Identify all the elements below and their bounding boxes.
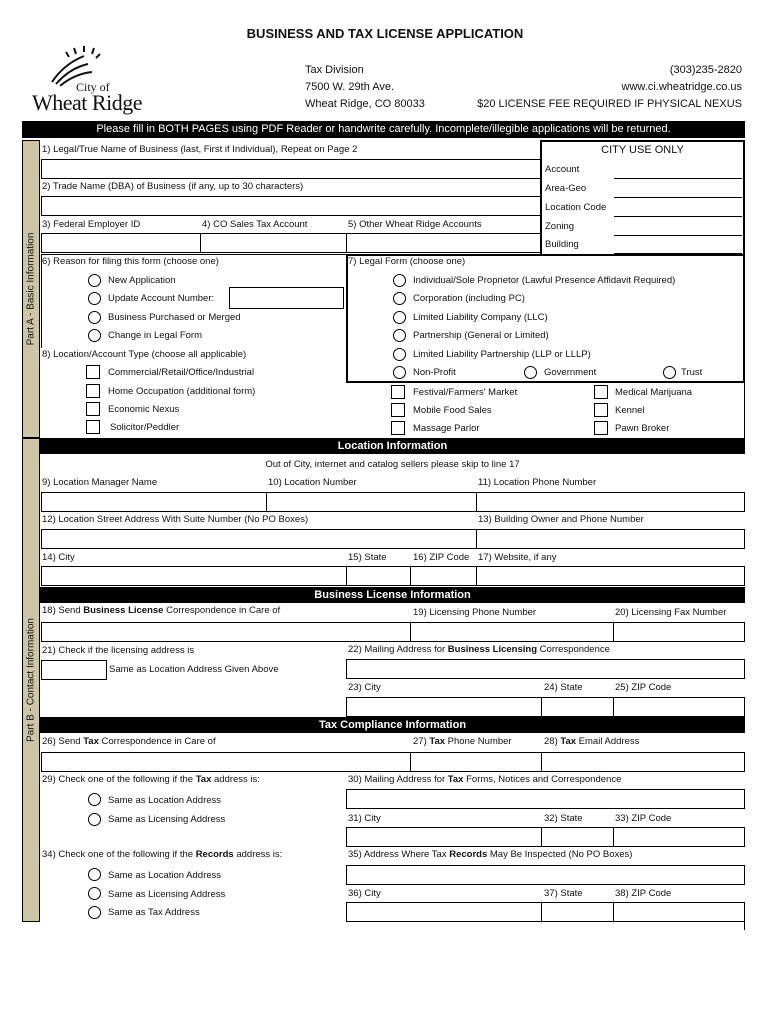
field-3-input[interactable] [41,233,201,253]
legal-corp-label: Corporation (including PC) [413,293,525,304]
field-13-label: 13) Building Owner and Phone Number [478,514,644,525]
field-14-input[interactable] [41,566,347,586]
records-same-location-radio[interactable] [88,868,101,881]
records-same-tax-radio[interactable] [88,906,101,919]
field-32-input[interactable] [541,827,614,847]
legal-trust-radio[interactable] [663,366,676,379]
type-marijuana-label: Medical Marijuana [615,387,693,398]
website-link[interactable]: www.ci.wheatridge.co.us [621,81,742,93]
type-nexus-label: Economic Nexus [108,404,180,415]
field-9-label: 9) Location Manager Name [42,477,158,488]
tax-header: Tax Compliance Information [40,717,745,733]
field-10-label: 10) Location Number [268,477,357,488]
type-nexus-checkbox[interactable] [86,402,100,416]
field-23-label: 23) City [348,682,381,693]
type-solicitor-label: Solicitor/Peddler [110,422,180,433]
field-28-label: 28) Tax Email Address [544,736,640,747]
contact-info [477,62,742,113]
legal-partnership-radio[interactable] [393,329,406,342]
type-pawn-checkbox[interactable] [594,421,608,435]
field-1-input[interactable] [41,159,542,179]
type-festival-label: Festival/Farmers' Market [413,387,518,398]
field-37-label: 37) State [544,888,583,899]
field-24-label: 24) State [544,682,583,693]
field-12-label: 12) Location Street Address With Suite Number (No PO Boxes) [42,514,309,525]
type-commercial-checkbox[interactable] [86,365,100,379]
form-title: BUSINESS AND TAX LICENSE APPLICATION [246,26,524,41]
tax-same-location-label: Same as Location Address [108,795,222,806]
city-use-area-geo: Area-Geo [545,183,587,194]
field-6-label: 6) Reason for filing this form (choose one) [42,256,219,267]
type-kennel-checkbox[interactable] [594,403,608,417]
reason-change-radio[interactable] [88,329,101,342]
field-37-input[interactable] [541,902,614,922]
field-8-label: 8) Location/Account Type (choose all applicable) [42,349,247,360]
field-19-input[interactable] [410,622,614,642]
reason-purchased-label: Business Purchased or Merged [108,312,241,323]
legal-llc-radio[interactable] [393,311,406,324]
side-label-part-b [22,438,40,922]
field-13-input[interactable] [476,529,745,549]
field-21-label: 21) Check if the licensing address is [42,645,195,656]
field-22-label: 22) Mailing Address for Business Licensing Correspondence [348,644,610,655]
field-11-input[interactable] [476,492,745,512]
field-29-label: 29) Check one of the following if the Tax address is: [42,774,260,785]
field-7-label: 7) Legal Form (choose one) [348,256,466,267]
type-home-checkbox[interactable] [86,384,100,398]
records-same-location-label: Same as Location Address [108,870,222,881]
type-pawn-label: Pawn Broker [615,423,670,434]
type-commercial-label: Commercial/Retail/Office/Industrial [108,367,255,378]
field-2-label: 2) Trade Name (DBA) of Business (if any, up to 30 characters) [42,181,304,192]
city-use-title: CITY USE ONLY [601,144,684,156]
legal-sole-label: Individual/Sole Proprietor (Lawful Presence Affidavit Required) [413,275,676,286]
field-25-input[interactable] [613,697,745,717]
tax-same-location-radio[interactable] [88,793,101,806]
field-4-input[interactable] [200,233,347,253]
type-massage-label: Massage Parlor [413,423,480,434]
records-same-tax-label: Same as Tax Address [108,907,200,918]
location-header: Location Information [40,438,745,454]
field-20-label: 20) Licensing Fax Number [615,607,727,618]
field-18-input[interactable] [41,622,411,642]
field-23-input[interactable] [346,697,542,717]
legal-trust-label: Trust [681,367,703,378]
reason-purchased-radio[interactable] [88,311,101,324]
field-34-label: 34) Check one of the following if the Records address is: [42,849,283,860]
legal-llp-radio[interactable] [393,348,406,361]
city-use-zoning: Zoning [545,221,575,232]
legal-llc-label: Limited Liability Company (LLC) [413,312,548,323]
side-label-part-a [22,140,40,438]
field-2-input[interactable] [41,196,542,216]
reason-update-label: Update Account Number: [108,293,215,304]
reason-new-radio[interactable] [88,274,101,287]
field-11-label: 11) Location Phone Number [478,477,597,488]
legal-nonprofit-label: Non-Profit [413,367,456,378]
field-15-input[interactable] [346,566,411,586]
legal-corp-radio[interactable] [393,292,406,305]
field-10-input[interactable] [266,492,477,512]
legal-llp-label: Limited Liability Partnership (LLP or LLLP) [413,349,591,360]
field-14-label: 14) City [42,552,75,563]
type-mobile-food-label: Mobile Food Sales [413,405,492,416]
field-17-label: 17) Website, if any [478,552,557,563]
field-12-input[interactable] [41,529,477,549]
reason-change-label: Change in Legal Form [108,330,202,341]
city-logo [30,46,205,116]
city-use-box [540,140,745,272]
tax-same-licensing-label: Same as Licensing Address [108,814,226,825]
legal-government-radio[interactable] [524,366,537,379]
reason-update-radio[interactable] [88,292,101,305]
field-5-input[interactable] [346,233,542,253]
type-kennel-label: Kennel [615,405,645,416]
field-36-label: 36) City [348,888,381,899]
field-32-label: 32) State [544,813,583,824]
type-massage-checkbox[interactable] [391,421,405,435]
street-label: 7500 W. 29th Ave. [305,81,395,93]
legal-nonprofit-radio[interactable] [393,366,406,379]
business-license-header: Business License Information [40,587,745,603]
field-26-input[interactable] [41,752,411,772]
field-28-input[interactable] [541,752,745,772]
field-4-label: 4) CO Sales Tax Account [202,219,308,230]
field-33-input[interactable] [613,827,745,847]
field-26-label: 26) Send Tax Correspondence in Care of [42,736,216,747]
field-38-input[interactable] [613,902,745,922]
field-38-label: 38) ZIP Code [615,888,672,899]
field-16-label: 16) ZIP Code [413,552,470,563]
field-31-label: 31) City [348,813,381,824]
field-20-input[interactable] [613,622,745,642]
field-35-label: 35) Address Where Tax Records May Be Inspected (No PO Boxes) [348,849,633,860]
field-24-input[interactable] [541,697,614,717]
field-27-label: 27) Tax Phone Number [413,736,512,747]
field-35-input[interactable] [346,865,745,885]
logo-line2: Wheat Ridge [32,90,142,115]
instructions-bar: Please fill in BOTH PAGES using PDF Reader or handwrite carefully. Incomplete/illegible applications will be returned. [22,121,745,138]
type-home-label: Home Occupation (additional form) [108,386,256,397]
field-16-input[interactable] [410,566,477,586]
field-22-input[interactable] [346,659,745,679]
field-5-label: 5) Other Wheat Ridge Accounts [348,219,482,230]
city-use-location-code: Location Code [545,202,607,213]
part-a-label: Part A - Basic Information [25,232,37,346]
field-3-label: 3) Federal Employer ID [42,219,141,230]
type-marijuana-checkbox[interactable] [594,385,608,399]
field-36-input[interactable] [346,902,542,922]
city-use-building: Building [545,239,579,250]
field-30-label: 30) Mailing Address for Tax Forms, Notices and Correspondence [348,774,622,785]
reason-new-label: New Application [108,275,176,286]
field-33-label: 33) ZIP Code [615,813,672,824]
tax-division-address [305,62,425,113]
logo-line1: City of [76,80,110,94]
field-19-label: 19) Licensing Phone Number [413,607,537,618]
field-15-label: 15) State [348,552,387,563]
update-account-number-input[interactable] [229,287,344,309]
city-use-account: Account [545,164,580,175]
field-31-input[interactable] [346,827,542,847]
fee-notice: $20 LICENSE FEE REQUIRED IF PHYSICAL NEXUS [477,98,742,110]
field-25-label: 25) ZIP Code [615,682,672,693]
legal-partnership-label: Partnership (General or Limited) [413,330,549,341]
legal-government-label: Government [544,367,597,378]
same-as-location-checkbox[interactable] [41,660,107,680]
part-b-label: Part B - Contact Information [25,618,37,742]
field-27-input[interactable] [410,752,542,772]
legal-sole-radio[interactable] [393,274,406,287]
type-solicitor-checkbox[interactable] [86,420,100,434]
type-mobile-food-checkbox[interactable] [391,403,405,417]
records-same-licensing-label: Same as Licensing Address [108,889,226,900]
field-17-input[interactable] [476,566,745,586]
same-as-location-label: Same as Location Address Given Above [109,664,279,675]
field-1-label: 1) Legal/True Name of Business (last, First if Individual), Repeat on Page 2 [42,144,358,155]
division-label: Tax Division [305,64,364,76]
records-same-licensing-radio[interactable] [88,887,101,900]
citystate-label: Wheat Ridge, CO 80033 [305,98,425,110]
type-festival-checkbox[interactable] [391,385,405,399]
tax-same-licensing-radio[interactable] [88,813,101,826]
field-30-input[interactable] [346,789,745,809]
field-9-input[interactable] [41,492,267,512]
field-18-label: 18) Send Business License Correspondence in Care of [42,605,281,616]
phone-label: (303)235-2820 [669,64,742,76]
location-note: Out of City, internet and catalog sellers please skip to line 17 [265,459,520,470]
